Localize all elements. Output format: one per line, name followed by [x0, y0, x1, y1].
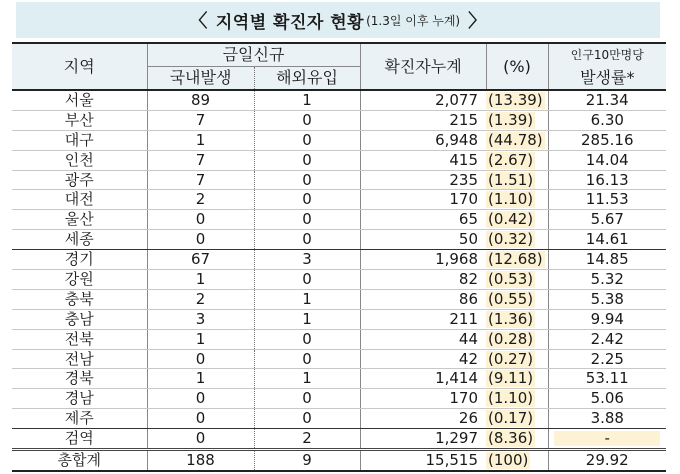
cell-percent-value: (13.39) — [488, 90, 543, 109]
cell-domestic-value: 7 — [195, 110, 206, 129]
cell-percent — [486, 210, 548, 230]
cell-per100k — [548, 309, 666, 329]
table-row — [12, 329, 666, 349]
cell-per100k — [548, 450, 666, 471]
title-main: 지역별 확진자 현황 — [215, 12, 365, 33]
cell-region-value: 전북 — [64, 329, 94, 348]
cell-domestic — [147, 210, 254, 230]
table-row — [12, 190, 666, 210]
cell-percent — [486, 450, 548, 471]
cell-per100k — [548, 369, 666, 389]
cell-domestic-value: 2 — [195, 190, 206, 209]
cell-region — [12, 190, 147, 210]
cell-cumulative-value: 15,515 — [425, 450, 479, 469]
cell-domestic-value: 1 — [195, 269, 206, 288]
cell-domestic-value: 0 — [195, 210, 206, 229]
header-region: 지역 — [12, 43, 147, 90]
cell-percent-value: (0.32) — [488, 230, 534, 249]
table-body — [12, 90, 666, 471]
cell-percent-value: (1.36) — [488, 309, 534, 328]
cell-region — [12, 409, 147, 429]
cell-cumulative-value: 215 — [449, 110, 479, 129]
cell-domestic-value: 0 — [195, 349, 206, 368]
table-row — [12, 230, 666, 250]
cell-overseas-value: 1 — [302, 289, 312, 308]
cell-domestic — [147, 389, 254, 409]
cell-cumulative — [360, 250, 486, 270]
cell-per100k — [548, 130, 666, 150]
cell-region-value: 제주 — [64, 409, 94, 428]
cell-overseas-value: 1 — [302, 90, 312, 109]
cell-per100k — [548, 210, 666, 230]
header-per100k-line1: 인구10만명당 — [548, 43, 666, 67]
cell-cumulative-value: 170 — [449, 389, 479, 408]
cell-domestic — [147, 170, 254, 190]
cell-region-value: 전남 — [64, 349, 94, 368]
cell-domestic — [147, 309, 254, 329]
chevron-right-icon: 〉 — [468, 11, 487, 32]
cell-cumulative-value: 82 — [458, 269, 479, 288]
cell-region-value: 광주 — [64, 170, 94, 189]
cell-per100k — [548, 250, 666, 270]
table-row — [12, 429, 666, 450]
cell-per100k-value: 5.32 — [590, 269, 624, 288]
cell-per100k-value: 16.13 — [585, 170, 629, 189]
cell-overseas-value: 0 — [302, 110, 312, 129]
cell-region-value: 서울 — [64, 90, 94, 109]
cell-overseas-value: 0 — [302, 349, 312, 368]
cell-percent — [486, 190, 548, 210]
cell-cumulative-value: 42 — [458, 349, 479, 368]
table-row — [12, 369, 666, 389]
cell-region — [12, 210, 147, 230]
cell-per100k-value: 21.34 — [585, 90, 629, 109]
cell-overseas-value: 1 — [302, 309, 312, 328]
cell-domestic — [147, 289, 254, 309]
cell-domestic-value: 1 — [195, 369, 206, 388]
cell-cumulative-value: 1,968 — [435, 250, 479, 269]
cell-overseas-value: 0 — [302, 190, 312, 209]
cell-percent-value: (1.51) — [488, 170, 534, 189]
cell-cumulative-value: 65 — [458, 210, 479, 229]
cell-region — [12, 110, 147, 130]
cell-domestic-value: 0 — [195, 429, 206, 448]
table-row — [12, 210, 666, 230]
cell-cumulative — [360, 210, 486, 230]
cell-domestic — [147, 250, 254, 270]
cell-region — [12, 289, 147, 309]
table-row — [12, 349, 666, 369]
cell-per100k-value: 2.42 — [590, 329, 624, 348]
table-row — [12, 150, 666, 170]
cell-region-value: 세종 — [64, 230, 94, 249]
cell-overseas-value: 0 — [302, 130, 312, 149]
cell-overseas-value: 0 — [302, 269, 312, 288]
table-row — [12, 270, 666, 290]
cell-cumulative — [360, 150, 486, 170]
cell-percent — [486, 409, 548, 429]
cell-per100k-value: 2.25 — [590, 349, 624, 368]
cell-per100k — [548, 230, 666, 250]
cell-domestic — [147, 369, 254, 389]
cell-cumulative-value: 26 — [458, 409, 479, 428]
table-row — [12, 289, 666, 309]
region-cases-table — [12, 42, 666, 472]
cell-cumulative — [360, 289, 486, 309]
cell-overseas-value: 0 — [302, 210, 312, 229]
cell-domestic — [147, 450, 254, 471]
cell-percent-value: (0.17) — [488, 409, 534, 428]
cell-per100k-value: 14.85 — [585, 250, 629, 269]
cell-percent-value: (44.78) — [488, 130, 543, 149]
cell-domestic — [147, 429, 254, 450]
cell-domestic — [147, 130, 254, 150]
cell-percent — [486, 230, 548, 250]
cell-percent-value: (0.28) — [488, 329, 534, 348]
cell-domestic — [147, 329, 254, 349]
cell-overseas — [254, 409, 360, 429]
cell-overseas-value: 0 — [302, 389, 312, 408]
header-overseas: 해외유입 — [254, 67, 360, 91]
cell-percent-value: (2.67) — [488, 150, 534, 169]
cell-domestic-value: 1 — [195, 130, 206, 149]
cell-percent — [486, 150, 548, 170]
cell-overseas-value: 0 — [302, 150, 312, 169]
cell-cumulative-value: 235 — [449, 170, 479, 189]
cell-per100k — [548, 170, 666, 190]
cell-region-value: 대구 — [64, 130, 94, 149]
header-percent: (%) — [486, 43, 548, 90]
cell-cumulative-value: 2,077 — [435, 90, 479, 109]
cell-per100k — [548, 389, 666, 409]
cell-domestic-value: 0 — [195, 409, 206, 428]
cell-overseas — [254, 230, 360, 250]
cell-cumulative — [360, 349, 486, 369]
cell-overseas-value: 2 — [302, 429, 312, 448]
cell-per100k-value: 5.38 — [590, 289, 624, 308]
cell-overseas-value: 0 — [302, 329, 312, 348]
cell-overseas — [254, 210, 360, 230]
cell-overseas — [254, 190, 360, 210]
cell-region-value: 부산 — [64, 110, 94, 129]
cell-per100k-value: 9.94 — [590, 309, 624, 328]
cell-per100k — [548, 190, 666, 210]
cell-region — [12, 270, 147, 290]
cell-cumulative-value: 170 — [449, 190, 479, 209]
cell-domestic — [147, 409, 254, 429]
cell-per100k-value: 14.04 — [585, 150, 629, 169]
cell-per100k-value: 5.06 — [590, 389, 624, 408]
cell-domestic — [147, 190, 254, 210]
table-row — [12, 450, 666, 471]
cell-percent — [486, 130, 548, 150]
header-domestic: 국내발생 — [147, 67, 254, 91]
cell-region — [12, 349, 147, 369]
cell-percent — [486, 110, 548, 130]
cell-cumulative-value: 211 — [449, 309, 479, 328]
cell-region — [12, 450, 147, 471]
cell-percent-value: (0.27) — [488, 349, 534, 368]
cell-domestic-value: 67 — [190, 250, 211, 269]
cell-region — [12, 250, 147, 270]
cell-per100k-value: 53.11 — [585, 369, 629, 388]
cell-domestic — [147, 349, 254, 369]
cell-per100k — [548, 349, 666, 369]
cell-region — [12, 429, 147, 450]
cell-cumulative — [360, 130, 486, 150]
cell-overseas-value: 0 — [302, 409, 312, 428]
cell-domestic — [147, 110, 254, 130]
cell-overseas-value: 0 — [302, 170, 312, 189]
cell-region-value: 충남 — [64, 309, 94, 328]
cell-overseas — [254, 130, 360, 150]
cell-overseas-value: 0 — [302, 230, 312, 249]
cell-region-value: 경북 — [64, 369, 94, 388]
cell-per100k-value: 14.61 — [585, 230, 629, 249]
cell-overseas — [254, 429, 360, 450]
cell-overseas — [254, 329, 360, 349]
cell-percent-value: (1.10) — [488, 190, 534, 209]
cell-percent-value: (1.39) — [488, 110, 534, 129]
table-row — [12, 250, 666, 270]
cell-per100k-value: 29.92 — [585, 450, 629, 469]
cell-domestic-value: 2 — [195, 289, 206, 308]
cell-percent — [486, 289, 548, 309]
cell-region — [12, 230, 147, 250]
cell-percent — [486, 309, 548, 329]
cell-region — [12, 150, 147, 170]
cell-overseas — [254, 170, 360, 190]
cell-per100k — [548, 270, 666, 290]
cell-cumulative — [360, 90, 486, 110]
cell-region — [12, 329, 147, 349]
title-sub: (1.3일 이후 누계) — [366, 13, 461, 28]
cell-domestic — [147, 230, 254, 250]
table-row — [12, 389, 666, 409]
cell-region — [12, 309, 147, 329]
cell-region-value: 충북 — [64, 289, 94, 308]
cell-cumulative — [360, 409, 486, 429]
table-row — [12, 170, 666, 190]
cell-overseas-value: 1 — [302, 369, 312, 388]
cell-overseas — [254, 250, 360, 270]
cell-overseas — [254, 289, 360, 309]
cell-region — [12, 90, 147, 110]
cell-region-value: 경기 — [64, 250, 94, 269]
cell-overseas-value: 9 — [302, 450, 312, 469]
cell-region-value: 인천 — [64, 150, 94, 169]
cell-cumulative — [360, 190, 486, 210]
cell-domestic-value: 7 — [195, 170, 206, 189]
cell-region-value: 강원 — [64, 269, 94, 288]
cell-domestic-value: 0 — [195, 389, 206, 408]
cell-cumulative — [360, 230, 486, 250]
cell-per100k — [548, 289, 666, 309]
cell-region-value: 총합계 — [57, 450, 101, 469]
cell-cumulative-value: 86 — [458, 289, 479, 308]
cell-cumulative-value: 1,414 — [435, 369, 479, 388]
cell-domestic-value: 3 — [195, 309, 206, 328]
cell-overseas — [254, 309, 360, 329]
table-row — [12, 110, 666, 130]
cell-cumulative — [360, 170, 486, 190]
cell-region-value: 울산 — [64, 210, 94, 229]
cell-domestic-value: 7 — [195, 150, 206, 169]
cell-per100k-value: 11.53 — [585, 190, 629, 209]
cell-percent-value: (0.53) — [488, 269, 534, 288]
cell-percent — [486, 170, 548, 190]
cell-percent-value: (8.36) — [488, 429, 534, 448]
cell-cumulative-value: 44 — [458, 329, 479, 348]
cell-overseas — [254, 349, 360, 369]
cell-cumulative — [360, 270, 486, 290]
cell-cumulative-value: 415 — [449, 150, 479, 169]
cell-per100k-value: - — [554, 431, 660, 446]
cell-percent — [486, 329, 548, 349]
cell-percent-value: (1.10) — [488, 389, 534, 408]
cell-per100k — [548, 150, 666, 170]
header-cumulative: 확진자누계 — [360, 43, 486, 90]
cell-region — [12, 130, 147, 150]
table-row — [12, 309, 666, 329]
cell-per100k — [548, 90, 666, 110]
cell-per100k-value: 3.88 — [590, 409, 624, 428]
cell-cumulative — [360, 429, 486, 450]
cell-percent — [486, 369, 548, 389]
cell-percent — [486, 389, 548, 409]
chevron-left-icon: 〈 — [189, 11, 208, 32]
cell-percent — [486, 250, 548, 270]
cell-per100k-value: 6.30 — [590, 110, 624, 129]
cell-percent-value: (0.42) — [488, 210, 534, 229]
cell-per100k-value: 5.67 — [590, 210, 624, 229]
cell-cumulative-value: 6,948 — [435, 130, 479, 149]
cell-per100k — [548, 429, 666, 450]
table-row — [12, 409, 666, 429]
cell-cumulative — [360, 450, 486, 471]
cell-overseas — [254, 450, 360, 471]
table-title — [16, 2, 660, 38]
cell-cumulative-value: 1,297 — [435, 429, 479, 448]
cell-overseas — [254, 389, 360, 409]
cell-percent — [486, 90, 548, 110]
header-new-today: 금일신규 — [147, 43, 360, 67]
cell-overseas — [254, 369, 360, 389]
cell-domestic — [147, 270, 254, 290]
cell-domestic — [147, 150, 254, 170]
table-row — [12, 130, 666, 150]
cell-region — [12, 170, 147, 190]
cell-region — [12, 369, 147, 389]
cell-per100k — [548, 409, 666, 429]
cell-percent — [486, 349, 548, 369]
cell-cumulative-value: 50 — [458, 230, 479, 249]
cell-per100k — [548, 110, 666, 130]
cell-region-value: 대전 — [64, 190, 94, 209]
cell-domestic-value: 1 — [195, 329, 206, 348]
cell-percent-value: (0.55) — [488, 289, 534, 308]
cell-domestic-value: 0 — [195, 230, 206, 249]
cell-overseas — [254, 150, 360, 170]
cell-per100k-value: 285.16 — [581, 130, 634, 149]
cell-percent — [486, 429, 548, 450]
cell-percent — [486, 270, 548, 290]
cell-region-value: 검역 — [64, 429, 94, 448]
cell-per100k — [548, 329, 666, 349]
cell-overseas — [254, 90, 360, 110]
cell-cumulative — [360, 110, 486, 130]
cell-region-value: 경남 — [64, 389, 94, 408]
cell-region — [12, 389, 147, 409]
header-per100k-line2: 발생률* — [548, 67, 666, 91]
table-row — [12, 90, 666, 110]
cell-cumulative — [360, 369, 486, 389]
cell-overseas — [254, 270, 360, 290]
cell-percent-value: (9.11) — [488, 369, 534, 388]
cell-percent-value: (100) — [488, 450, 529, 469]
cell-cumulative — [360, 329, 486, 349]
cell-cumulative — [360, 389, 486, 409]
cell-cumulative — [360, 309, 486, 329]
cell-domestic-value: 89 — [190, 90, 211, 109]
cell-overseas-value: 3 — [302, 250, 312, 269]
cell-domestic — [147, 90, 254, 110]
cell-overseas — [254, 110, 360, 130]
cell-domestic-value: 188 — [186, 450, 215, 469]
cell-percent-value: (12.68) — [488, 250, 543, 269]
